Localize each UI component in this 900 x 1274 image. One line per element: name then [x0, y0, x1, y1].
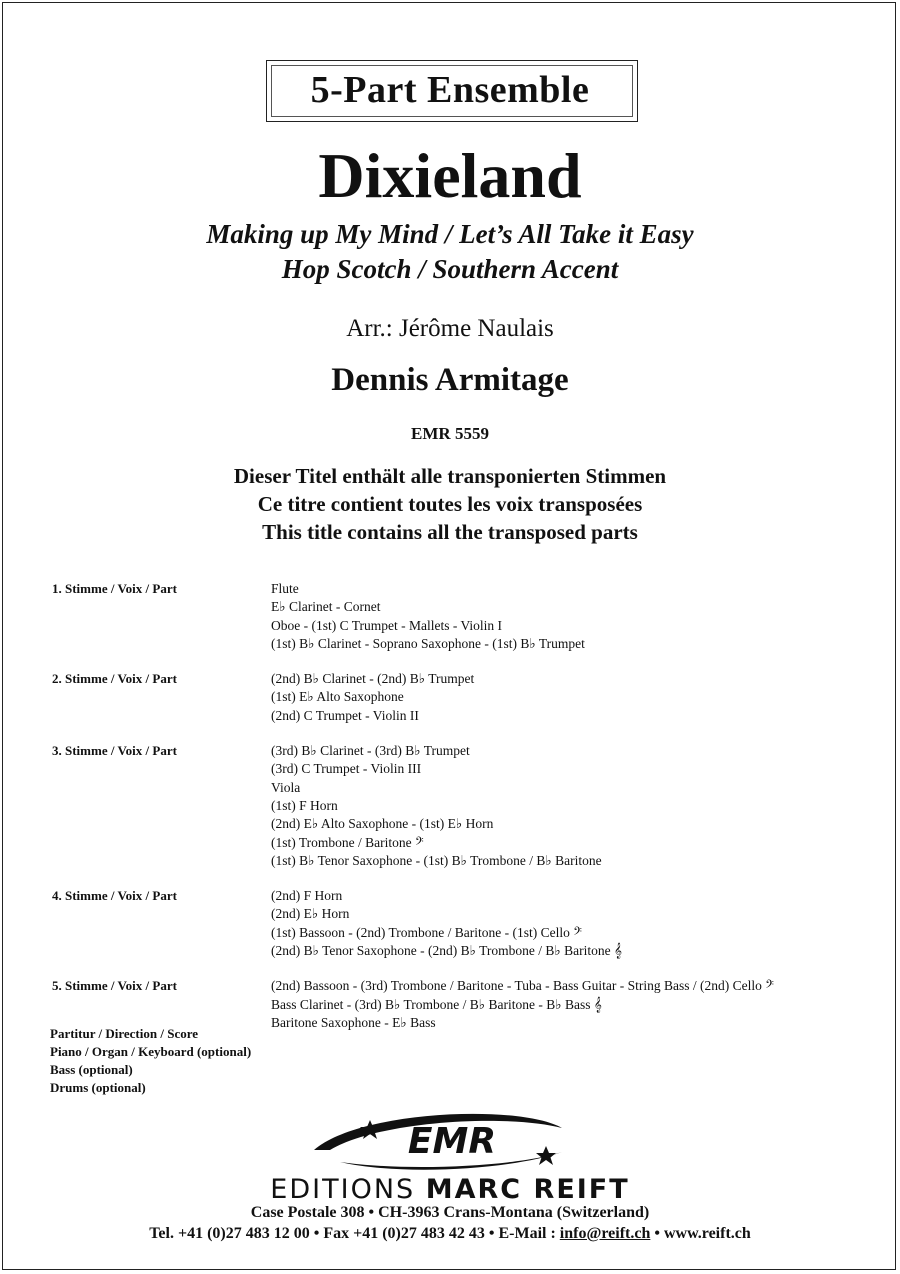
part-label: 3. Stimme / Voix / Part — [52, 743, 177, 759]
extras-list — [50, 1025, 251, 1097]
instrument-line: (2nd) B♭ Clarinet - (2nd) B♭ Trumpet — [271, 671, 475, 687]
catalog-code: EMR 5559 — [411, 424, 489, 443]
instrument-line: Oboe - (1st) C Trumpet - Mallets - Violin I — [271, 617, 503, 633]
contact-phone-fax: Tel. +41 (0)27 483 12 00 • Fax +41 (0)27 483 42 43 • E-Mail : — [149, 1225, 560, 1242]
instrument-line: (1st) Trombone / Baritone 𝄢 — [271, 834, 424, 850]
part-instruments — [271, 887, 622, 960]
instrument-line: (2nd) E♭ Alto Saxophone - (1st) E♭ Horn — [271, 816, 494, 832]
publisher-name-part2: MARC — [425, 1174, 534, 1205]
email-link[interactable]: info@reift.ch — [559, 1225, 651, 1242]
instrument-line: (2nd) B♭ Tenor Saxophone - (2nd) B♭ Trombone / B♭ Baritone 𝄞 — [271, 943, 622, 959]
instrument-line: (3rd) B♭ Clarinet - (3rd) B♭ Trumpet — [271, 743, 470, 759]
notice-french: Ce titre contient toutes les voix transposées — [257, 492, 643, 516]
part-1 — [52, 580, 882, 653]
instrument-line: (1st) B♭ Tenor Saxophone - (1st) B♭ Trombone / B♭ Baritone — [271, 852, 602, 868]
part-label: 2. Stimme / Voix / Part — [52, 671, 177, 687]
part-instruments — [271, 742, 602, 870]
emr-logo-graphic — [300, 1106, 600, 1172]
instrument-line: E♭ Clarinet - Cornet — [271, 599, 381, 615]
ensemble-label: 5-Part Ensemble — [310, 69, 590, 111]
arranger: Arr.: Jérôme Naulais — [346, 315, 554, 342]
instrument-line: (2nd) F Horn — [271, 888, 343, 904]
notice-english: This title contains all the transposed parts — [262, 520, 638, 544]
part-label: 5. Stimme / Voix / Part — [52, 978, 177, 994]
logo-text: EMR — [407, 1121, 497, 1162]
part-4 — [52, 887, 882, 960]
publisher-name-part3: REIFT — [533, 1174, 630, 1205]
instrument-line: (1st) E♭ Alto Saxophone — [271, 689, 404, 705]
subtitle-line-1: Making up My Mind / Let’s All Take it Easy — [206, 219, 694, 249]
instrument-line: (1st) B♭ Clarinet - Soprano Saxophone - (1st) B♭ Trumpet — [271, 635, 585, 651]
part-2 — [52, 670, 882, 725]
instrument-line: (2nd) E♭ Horn — [271, 906, 350, 922]
extra-piano: Piano / Organ / Keyboard (optional) — [50, 1044, 252, 1059]
instrument-line: (3rd) C Trumpet - Violin III — [271, 761, 422, 777]
instrument-line: (1st) Bassoon - (2nd) Trombone / Baritone - (1st) Cello 𝄢 — [271, 924, 582, 940]
website-link[interactable]: • www.reift.ch — [650, 1225, 751, 1242]
notice-german: Dieser Titel enthält alle transponierten Stimmen — [233, 464, 667, 488]
part-5 — [52, 977, 882, 1032]
publisher-contact — [0, 1223, 900, 1245]
subtitle-line-2: Hop Scotch / Southern Accent — [281, 254, 619, 284]
instrument-line: Baritone Saxophone - E♭ Bass — [271, 1014, 436, 1030]
extra-bass: Bass (optional) — [50, 1062, 133, 1077]
instrument-line: Viola — [271, 779, 301, 795]
instrument-line: (2nd) C Trumpet - Violin II — [271, 707, 419, 723]
instrument-line: (2nd) Bassoon - (3rd) Trombone / Baritone - Tuba - Bass Guitar - String Bass / (2nd) Cello 𝄢 — [271, 978, 774, 994]
part-label: 4. Stimme / Voix / Part — [52, 888, 177, 904]
part-instruments — [271, 580, 585, 653]
part-instruments — [271, 670, 474, 725]
instrument-line: Bass Clarinet - (3rd) B♭ Trombone / B♭ Baritone - B♭ Bass 𝄞 — [271, 996, 602, 1012]
part-label: 1. Stimme / Voix / Part — [52, 581, 177, 596]
extra-score: Partitur / Direction / Score — [50, 1026, 199, 1041]
parts-list — [52, 580, 882, 1049]
composer: Dennis Armitage — [331, 362, 569, 398]
part-3 — [52, 742, 882, 870]
instrument-line: (1st) F Horn — [271, 797, 338, 813]
publisher-name-part1: EDITIONS — [270, 1174, 426, 1205]
emr-logo — [300, 1106, 600, 1172]
logo-star-right — [536, 1146, 556, 1165]
extra-drums: Drums (optional) — [50, 1080, 146, 1095]
publisher-address: Case Postale 308 • CH-3963 Crans-Montana (Switzerland) — [250, 1204, 650, 1221]
page-title: Dixieland — [318, 140, 582, 211]
part-instruments — [271, 977, 774, 1032]
instrument-line: Flute — [271, 581, 299, 596]
